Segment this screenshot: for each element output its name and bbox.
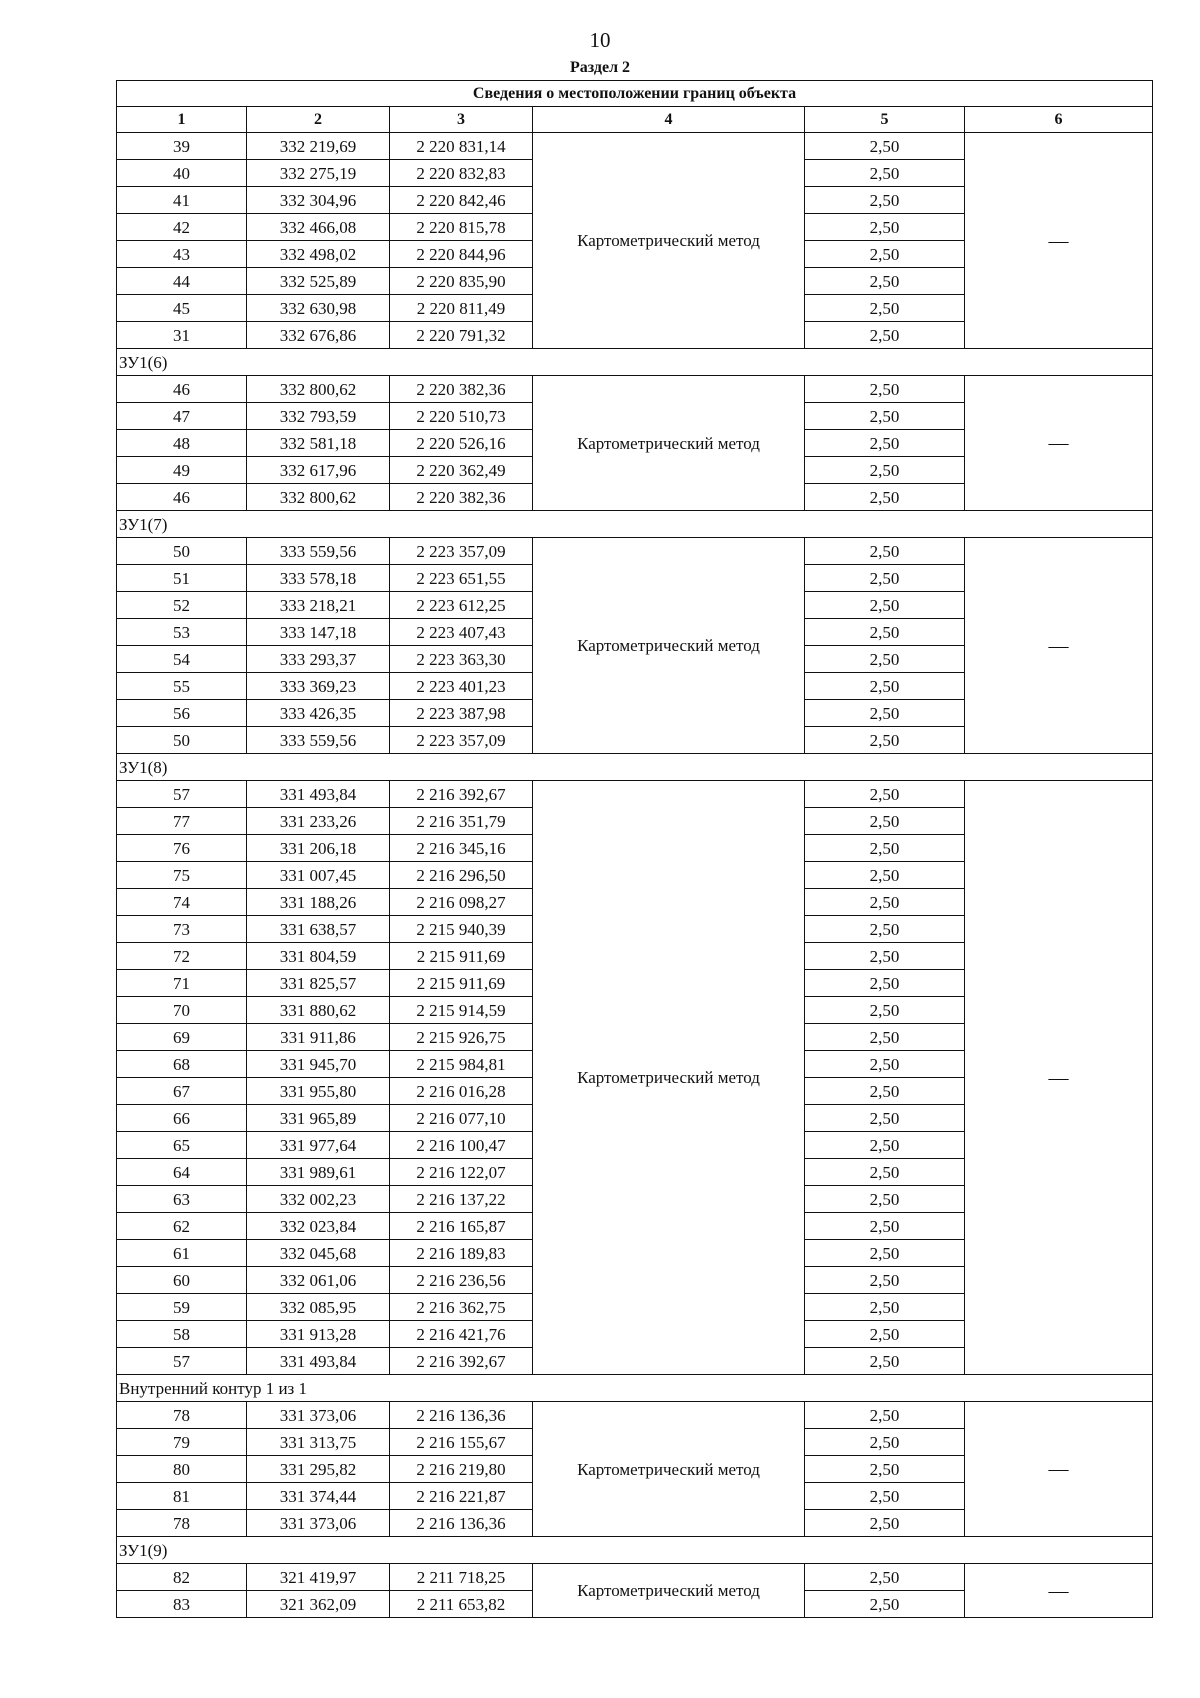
accuracy-value: 2,50	[805, 943, 965, 970]
group-header-row	[117, 1375, 1153, 1402]
point-number: 57	[117, 1348, 247, 1375]
coordinate-y: 2 215 940,39	[390, 916, 533, 943]
coordinate-x: 333 369,23	[247, 673, 390, 700]
accuracy-value: 2,50	[805, 160, 965, 187]
accuracy-value: 2,50	[805, 214, 965, 241]
point-number: 77	[117, 808, 247, 835]
table-row	[117, 781, 1153, 808]
coordinate-y: 2 216 155,67	[390, 1429, 533, 1456]
coordinate-y: 2 216 392,67	[390, 781, 533, 808]
group-header-row	[117, 349, 1153, 376]
group-label: ЗУ1(7)	[117, 511, 1153, 538]
accuracy-value: 2,50	[805, 1564, 965, 1591]
boundary-coordinates-table	[116, 80, 1153, 1618]
accuracy-value: 2,50	[805, 916, 965, 943]
coordinate-x: 331 880,62	[247, 997, 390, 1024]
coordinate-x: 332 061,06	[247, 1267, 390, 1294]
accuracy-value: 2,50	[805, 808, 965, 835]
table-row	[117, 538, 1153, 565]
coordinate-x: 332 002,23	[247, 1186, 390, 1213]
coordinate-y: 2 215 984,81	[390, 1051, 533, 1078]
coordinate-y: 2 216 165,87	[390, 1213, 533, 1240]
coordinate-x: 333 559,56	[247, 727, 390, 754]
point-number: 70	[117, 997, 247, 1024]
accuracy-value: 2,50	[805, 862, 965, 889]
coordinate-y: 2 223 357,09	[390, 727, 533, 754]
coordinate-x: 331 493,84	[247, 1348, 390, 1375]
table-row	[117, 1402, 1153, 1429]
coordinate-x: 331 638,57	[247, 916, 390, 943]
accuracy-value: 2,50	[805, 835, 965, 862]
coordinate-y: 2 220 811,49	[390, 295, 533, 322]
accuracy-value: 2,50	[805, 1078, 965, 1105]
accuracy-value: 2,50	[805, 889, 965, 916]
accuracy-value: 2,50	[805, 457, 965, 484]
point-number: 73	[117, 916, 247, 943]
coordinate-x: 332 676,86	[247, 322, 390, 349]
coordinate-x: 331 373,06	[247, 1402, 390, 1429]
point-number: 80	[117, 1456, 247, 1483]
accuracy-value: 2,50	[805, 1294, 965, 1321]
page-number: 10	[589, 28, 611, 52]
coordinate-x: 332 498,02	[247, 241, 390, 268]
coordinate-x: 331 989,61	[247, 1159, 390, 1186]
accuracy-value: 2,50	[805, 484, 965, 511]
column-number: 2	[247, 107, 390, 133]
accuracy-value: 2,50	[805, 1051, 965, 1078]
coordinate-x: 331 373,06	[247, 1510, 390, 1537]
accuracy-value: 2,50	[805, 1132, 965, 1159]
group-header-row	[117, 511, 1153, 538]
accuracy-value: 2,50	[805, 1159, 965, 1186]
point-number: 67	[117, 1078, 247, 1105]
coordinate-x: 332 525,89	[247, 268, 390, 295]
accuracy-value: 2,50	[805, 1429, 965, 1456]
accuracy-value: 2,50	[805, 1456, 965, 1483]
accuracy-value: 2,50	[805, 700, 965, 727]
accuracy-value: 2,50	[805, 403, 965, 430]
point-number: 53	[117, 619, 247, 646]
point-number: 78	[117, 1510, 247, 1537]
group-label: Внутренний контур 1 из 1	[117, 1375, 1153, 1402]
column-6-dash: —	[965, 1564, 1153, 1618]
column-number: 4	[533, 107, 805, 133]
coordinate-x: 331 374,44	[247, 1483, 390, 1510]
coordinate-y: 2 223 651,55	[390, 565, 533, 592]
point-number: 57	[117, 781, 247, 808]
coordinate-y: 2 216 016,28	[390, 1078, 533, 1105]
coordinate-x: 332 466,08	[247, 214, 390, 241]
table-caption-row	[117, 81, 1153, 107]
point-number: 82	[117, 1564, 247, 1591]
point-number: 43	[117, 241, 247, 268]
coordinate-x: 332 800,62	[247, 484, 390, 511]
coordinate-y: 2 220 844,96	[390, 241, 533, 268]
accuracy-value: 2,50	[805, 430, 965, 457]
point-number: 39	[117, 133, 247, 160]
point-number: 62	[117, 1213, 247, 1240]
column-number: 3	[390, 107, 533, 133]
column-number: 5	[805, 107, 965, 133]
coordinate-y: 2 215 914,59	[390, 997, 533, 1024]
coordinate-x: 331 493,84	[247, 781, 390, 808]
point-number: 78	[117, 1402, 247, 1429]
coordinate-x: 333 559,56	[247, 538, 390, 565]
accuracy-value: 2,50	[805, 241, 965, 268]
accuracy-value: 2,50	[805, 592, 965, 619]
coordinate-y: 2 216 221,87	[390, 1483, 533, 1510]
accuracy-value: 2,50	[805, 1186, 965, 1213]
coordinate-x: 332 800,62	[247, 376, 390, 403]
accuracy-value: 2,50	[805, 133, 965, 160]
method-cell: Картометрический метод	[533, 1564, 805, 1618]
table-caption: Сведения о местоположении границ объекта	[117, 81, 1153, 107]
coordinate-y: 2 216 345,16	[390, 835, 533, 862]
accuracy-value: 2,50	[805, 1510, 965, 1537]
coordinate-y: 2 220 382,36	[390, 484, 533, 511]
accuracy-value: 2,50	[805, 997, 965, 1024]
coordinate-y: 2 220 832,83	[390, 160, 533, 187]
coordinate-y: 2 216 122,07	[390, 1159, 533, 1186]
column-6-dash: —	[965, 376, 1153, 511]
accuracy-value: 2,50	[805, 187, 965, 214]
point-number: 64	[117, 1159, 247, 1186]
column-6-dash: —	[965, 133, 1153, 349]
column-6-dash: —	[965, 1402, 1153, 1537]
coordinate-y: 2 223 407,43	[390, 619, 533, 646]
coordinate-x: 331 206,18	[247, 835, 390, 862]
point-number: 31	[117, 322, 247, 349]
coordinate-x: 331 295,82	[247, 1456, 390, 1483]
coordinate-x: 331 945,70	[247, 1051, 390, 1078]
accuracy-value: 2,50	[805, 295, 965, 322]
point-number: 50	[117, 727, 247, 754]
point-number: 44	[117, 268, 247, 295]
point-number: 49	[117, 457, 247, 484]
group-header-row	[117, 1537, 1153, 1564]
table-row	[117, 1564, 1153, 1591]
point-number: 47	[117, 403, 247, 430]
method-cell: Картометрический метод	[533, 133, 805, 349]
point-number: 74	[117, 889, 247, 916]
coordinate-y: 2 211 653,82	[390, 1591, 533, 1618]
coordinate-y: 2 216 137,22	[390, 1186, 533, 1213]
point-number: 75	[117, 862, 247, 889]
method-cell: Картометрический метод	[533, 376, 805, 511]
point-number: 63	[117, 1186, 247, 1213]
accuracy-value: 2,50	[805, 781, 965, 808]
coordinate-y: 2 216 100,47	[390, 1132, 533, 1159]
coordinate-x: 331 804,59	[247, 943, 390, 970]
point-number: 42	[117, 214, 247, 241]
coordinate-x: 321 419,97	[247, 1564, 390, 1591]
coordinate-x: 332 085,95	[247, 1294, 390, 1321]
coordinate-y: 2 216 236,56	[390, 1267, 533, 1294]
point-number: 66	[117, 1105, 247, 1132]
coordinate-y: 2 220 382,36	[390, 376, 533, 403]
point-number: 45	[117, 295, 247, 322]
coordinate-y: 2 223 401,23	[390, 673, 533, 700]
accuracy-value: 2,50	[805, 268, 965, 295]
coordinate-y: 2 223 387,98	[390, 700, 533, 727]
coordinate-y: 2 215 926,75	[390, 1024, 533, 1051]
point-number: 60	[117, 1267, 247, 1294]
point-number: 55	[117, 673, 247, 700]
accuracy-value: 2,50	[805, 1321, 965, 1348]
point-number: 69	[117, 1024, 247, 1051]
column-numbers-row	[117, 107, 1153, 133]
column-6-dash: —	[965, 781, 1153, 1375]
table-row	[117, 376, 1153, 403]
point-number: 46	[117, 484, 247, 511]
coordinate-x: 332 023,84	[247, 1213, 390, 1240]
coordinate-x: 332 304,96	[247, 187, 390, 214]
coordinate-x: 331 913,28	[247, 1321, 390, 1348]
coordinate-y: 2 220 815,78	[390, 214, 533, 241]
point-number: 41	[117, 187, 247, 214]
accuracy-value: 2,50	[805, 322, 965, 349]
point-number: 51	[117, 565, 247, 592]
method-cell: Картометрический метод	[533, 1402, 805, 1537]
point-number: 65	[117, 1132, 247, 1159]
point-number: 40	[117, 160, 247, 187]
point-number: 81	[117, 1483, 247, 1510]
accuracy-value: 2,50	[805, 1348, 965, 1375]
coordinate-y: 2 216 392,67	[390, 1348, 533, 1375]
coordinate-x: 333 293,37	[247, 646, 390, 673]
coordinate-y: 2 220 526,16	[390, 430, 533, 457]
coordinate-y: 2 211 718,25	[390, 1564, 533, 1591]
point-number: 59	[117, 1294, 247, 1321]
point-number: 58	[117, 1321, 247, 1348]
coordinate-y: 2 216 077,10	[390, 1105, 533, 1132]
accuracy-value: 2,50	[805, 673, 965, 700]
coordinate-x: 321 362,09	[247, 1591, 390, 1618]
coordinate-x: 333 426,35	[247, 700, 390, 727]
coordinate-x: 333 578,18	[247, 565, 390, 592]
coordinate-y: 2 216 136,36	[390, 1510, 533, 1537]
coordinate-y: 2 216 098,27	[390, 889, 533, 916]
coordinate-y: 2 220 362,49	[390, 457, 533, 484]
accuracy-value: 2,50	[805, 646, 965, 673]
point-number: 48	[117, 430, 247, 457]
coordinate-y: 2 216 136,36	[390, 1402, 533, 1429]
coordinate-y: 2 216 362,75	[390, 1294, 533, 1321]
accuracy-value: 2,50	[805, 1213, 965, 1240]
coordinate-x: 332 045,68	[247, 1240, 390, 1267]
point-number: 56	[117, 700, 247, 727]
coordinate-y: 2 220 510,73	[390, 403, 533, 430]
accuracy-value: 2,50	[805, 538, 965, 565]
point-number: 83	[117, 1591, 247, 1618]
point-number: 72	[117, 943, 247, 970]
coordinate-x: 331 188,26	[247, 889, 390, 916]
accuracy-value: 2,50	[805, 565, 965, 592]
coordinate-y: 2 216 421,76	[390, 1321, 533, 1348]
coordinate-y: 2 220 835,90	[390, 268, 533, 295]
coordinate-x: 331 965,89	[247, 1105, 390, 1132]
coordinate-x: 332 630,98	[247, 295, 390, 322]
point-number: 68	[117, 1051, 247, 1078]
point-number: 76	[117, 835, 247, 862]
coordinate-x: 332 581,18	[247, 430, 390, 457]
group-label: ЗУ1(9)	[117, 1537, 1153, 1564]
coordinate-y: 2 223 357,09	[390, 538, 533, 565]
accuracy-value: 2,50	[805, 970, 965, 997]
coordinate-x: 331 825,57	[247, 970, 390, 997]
coordinate-y: 2 220 831,14	[390, 133, 533, 160]
table-row	[117, 133, 1153, 160]
coordinate-x: 332 617,96	[247, 457, 390, 484]
coordinate-x: 331 977,64	[247, 1132, 390, 1159]
point-number: 71	[117, 970, 247, 997]
column-number: 6	[965, 107, 1153, 133]
coordinate-x: 332 275,19	[247, 160, 390, 187]
accuracy-value: 2,50	[805, 1267, 965, 1294]
coordinate-x: 332 793,59	[247, 403, 390, 430]
coordinate-x: 333 147,18	[247, 619, 390, 646]
coordinate-y: 2 215 911,69	[390, 943, 533, 970]
point-number: 54	[117, 646, 247, 673]
method-cell: Картометрический метод	[533, 781, 805, 1375]
coordinate-y: 2 215 911,69	[390, 970, 533, 997]
accuracy-value: 2,50	[805, 727, 965, 754]
coordinate-x: 333 218,21	[247, 592, 390, 619]
coordinate-y: 2 216 219,80	[390, 1456, 533, 1483]
accuracy-value: 2,50	[805, 619, 965, 646]
column-6-dash: —	[965, 538, 1153, 754]
column-number: 1	[117, 107, 247, 133]
section-title: Раздел 2	[569, 59, 631, 76]
method-cell: Картометрический метод	[533, 538, 805, 754]
coordinate-x: 331 233,26	[247, 808, 390, 835]
point-number: 50	[117, 538, 247, 565]
coordinate-y: 2 216 351,79	[390, 808, 533, 835]
coordinate-x: 332 219,69	[247, 133, 390, 160]
coordinate-x: 331 313,75	[247, 1429, 390, 1456]
coordinate-x: 331 911,86	[247, 1024, 390, 1051]
point-number: 79	[117, 1429, 247, 1456]
group-header-row	[117, 754, 1153, 781]
coordinate-y: 2 216 296,50	[390, 862, 533, 889]
point-number: 52	[117, 592, 247, 619]
accuracy-value: 2,50	[805, 1402, 965, 1429]
coordinate-y: 2 220 791,32	[390, 322, 533, 349]
group-label: ЗУ1(6)	[117, 349, 1153, 376]
point-number: 61	[117, 1240, 247, 1267]
accuracy-value: 2,50	[805, 1591, 965, 1618]
coordinate-y: 2 220 842,46	[390, 187, 533, 214]
coordinate-y: 2 223 363,30	[390, 646, 533, 673]
point-number: 46	[117, 376, 247, 403]
coordinate-x: 331 007,45	[247, 862, 390, 889]
coordinate-y: 2 223 612,25	[390, 592, 533, 619]
accuracy-value: 2,50	[805, 376, 965, 403]
accuracy-value: 2,50	[805, 1483, 965, 1510]
group-label: ЗУ1(8)	[117, 754, 1153, 781]
accuracy-value: 2,50	[805, 1105, 965, 1132]
coordinate-y: 2 216 189,83	[390, 1240, 533, 1267]
accuracy-value: 2,50	[805, 1240, 965, 1267]
coordinate-x: 331 955,80	[247, 1078, 390, 1105]
accuracy-value: 2,50	[805, 1024, 965, 1051]
